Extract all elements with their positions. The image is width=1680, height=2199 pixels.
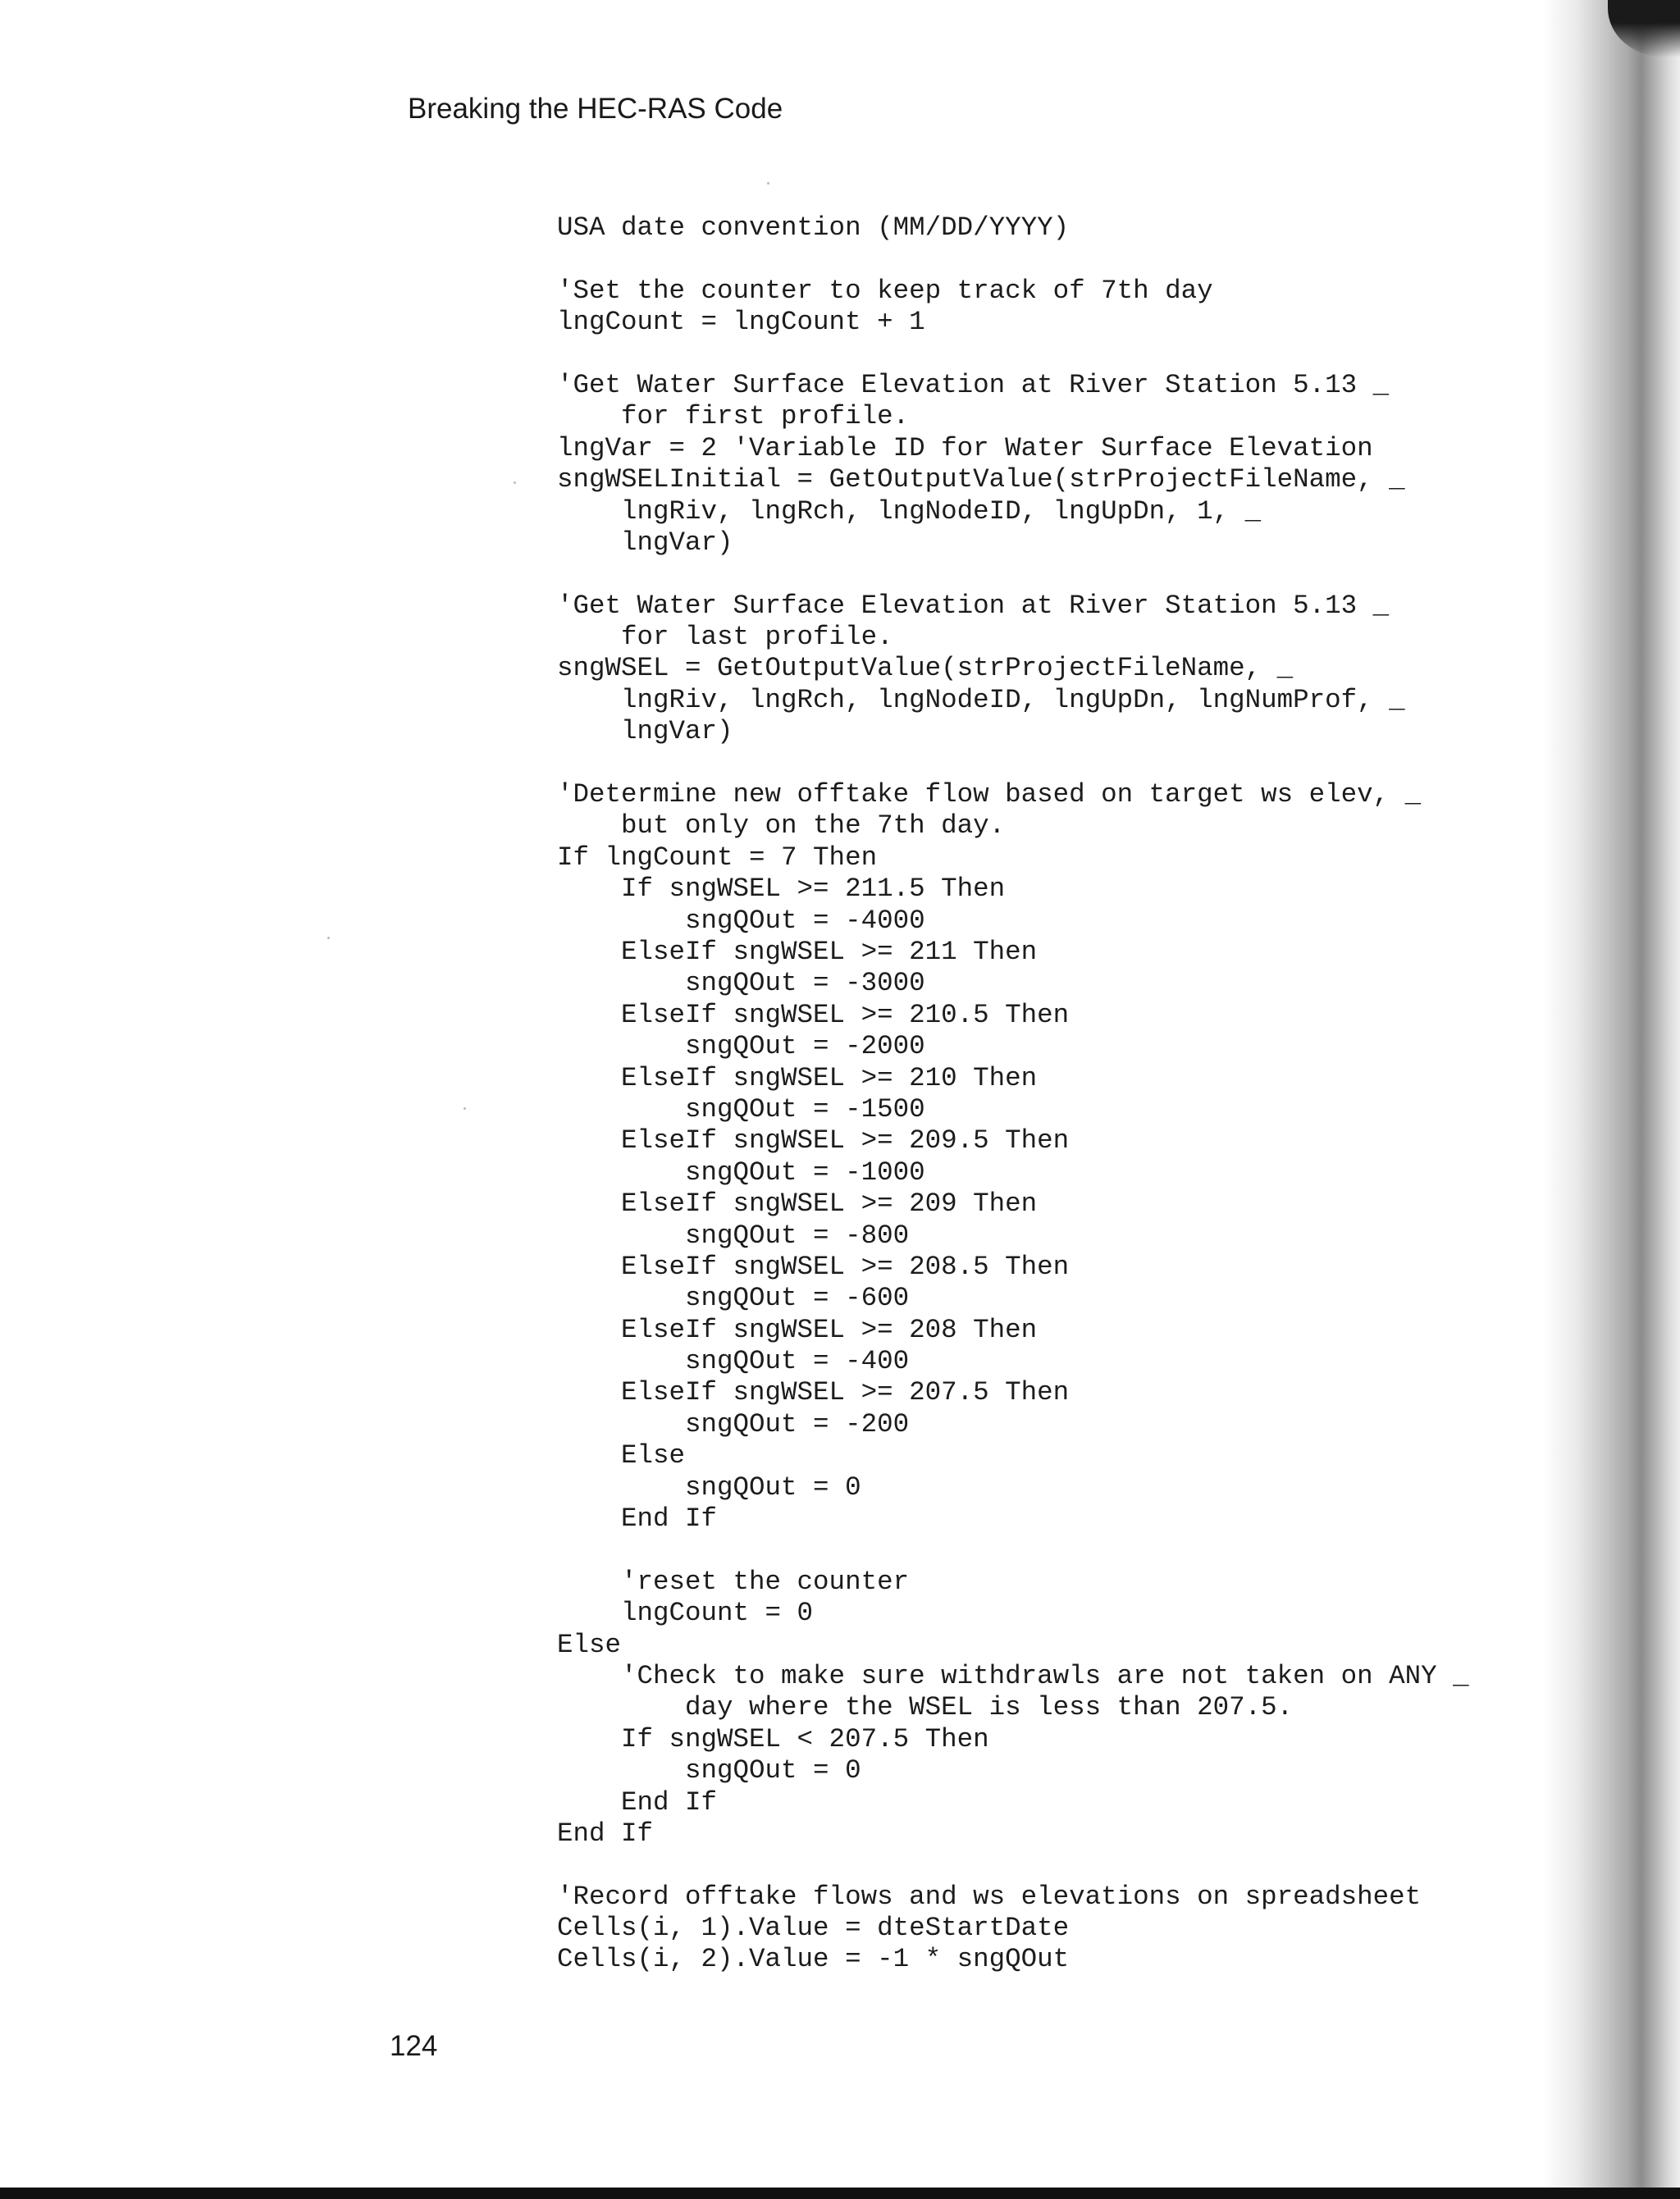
scan-speck <box>767 182 769 185</box>
code-line: 'reset the counter <box>525 1566 910 1597</box>
code-line: sngQOut = 0 <box>525 1755 861 1786</box>
code-listing <box>525 212 1469 1976</box>
code-line: sngWSELInitial = GetOutputValue(strProjectFileName, _ <box>525 464 1405 495</box>
code-line: sngQOut = -2000 <box>525 1031 925 1062</box>
scan-speck <box>514 481 516 484</box>
code-line: sngQOut = -1000 <box>525 1157 925 1188</box>
code-line: lngRiv, lngRch, lngNodeID, lngUpDn, lngNumProf, _ <box>525 684 1405 715</box>
code-line: 'Check to make sure withdrawls are not taken on ANY _ <box>525 1660 1469 1691</box>
code-line: If sngWSEL < 207.5 Then <box>525 1723 989 1754</box>
code-line: ElseIf sngWSEL >= 211 Then <box>525 936 1038 967</box>
code-line: ElseIf sngWSEL >= 210.5 Then <box>525 999 1070 1030</box>
book-spine-shadow <box>1542 0 1680 2199</box>
code-line: End If <box>525 1786 718 1818</box>
code-line: ElseIf sngWSEL >= 210 Then <box>525 1062 1038 1093</box>
code-line: sngQOut = -4000 <box>525 905 925 936</box>
code-line: 'Set the counter to keep track of 7th day <box>525 275 1213 306</box>
code-line: sngQOut = -3000 <box>525 968 925 999</box>
page-number: 124 <box>390 2030 438 2062</box>
code-line: End If <box>525 1503 718 1535</box>
code-line <box>525 1850 1469 1881</box>
code-line: for first profile. <box>525 401 910 432</box>
code-line: sngQOut = -800 <box>525 1220 910 1251</box>
code-line: ElseIf sngWSEL >= 208 Then <box>525 1314 1038 1345</box>
code-line: End If <box>525 1818 654 1849</box>
code-line: 'Determine new offtake flow based on target ws elev, _ <box>525 779 1422 810</box>
scan-border <box>0 2188 1680 2199</box>
code-line: day where the WSEL is less than 207.5. <box>525 1692 1294 1723</box>
code-line: ElseIf sngWSEL >= 208.5 Then <box>525 1251 1070 1282</box>
code-line <box>525 1535 1469 1566</box>
code-line: Else <box>525 1629 622 1660</box>
running-head: Breaking the HEC-RAS Code <box>408 93 783 125</box>
code-line: sngQOut = -200 <box>525 1408 910 1439</box>
code-line: lngCount = lngCount + 1 <box>525 307 925 338</box>
code-line: Cells(i, 2).Value = -1 * sngQOut <box>525 1944 1070 1975</box>
code-line: 'Get Water Surface Elevation at River Station 5.13 _ <box>525 369 1390 400</box>
code-line: If lngCount = 7 Then <box>525 842 878 873</box>
code-line: USA date convention (MM/DD/YYYY) <box>525 212 1070 243</box>
code-line: sngQOut = 0 <box>525 1471 861 1503</box>
code-line: sngQOut = -400 <box>525 1346 910 1377</box>
code-line: lngVar = 2 'Variable ID for Water Surface Elevation <box>525 432 1373 463</box>
code-line: lngRiv, lngRch, lngNodeID, lngUpDn, 1, _ <box>525 495 1262 527</box>
code-line <box>525 339 1469 370</box>
code-line: 'Record offtake flows and ws elevations on spreadsheet <box>525 1881 1422 1912</box>
code-line: lngVar) <box>525 527 733 558</box>
code-line: sngWSEL = GetOutputValue(strProjectFileName, _ <box>525 653 1294 684</box>
code-line: 'Get Water Surface Elevation at River Station 5.13 _ <box>525 590 1390 621</box>
code-line: ElseIf sngWSEL >= 209.5 Then <box>525 1125 1070 1157</box>
scan-speck <box>463 1107 466 1110</box>
code-line: for last profile. <box>525 622 893 653</box>
code-line: sngQOut = -1500 <box>525 1093 925 1125</box>
code-line: lngVar) <box>525 716 733 747</box>
code-line <box>525 244 1469 275</box>
code-line: ElseIf sngWSEL >= 209 Then <box>525 1188 1038 1220</box>
code-line: sngQOut = -600 <box>525 1283 910 1314</box>
code-line: ElseIf sngWSEL >= 207.5 Then <box>525 1377 1070 1408</box>
scan-speck <box>327 937 330 939</box>
code-line: Cells(i, 1).Value = dteStartDate <box>525 1913 1070 1944</box>
code-line: If sngWSEL >= 211.5 Then <box>525 874 1006 905</box>
code-line <box>525 748 1469 779</box>
code-line: lngCount = 0 <box>525 1598 814 1629</box>
code-line <box>525 559 1469 590</box>
code-line: but only on the 7th day. <box>525 810 1006 842</box>
code-line: Else <box>525 1440 686 1471</box>
